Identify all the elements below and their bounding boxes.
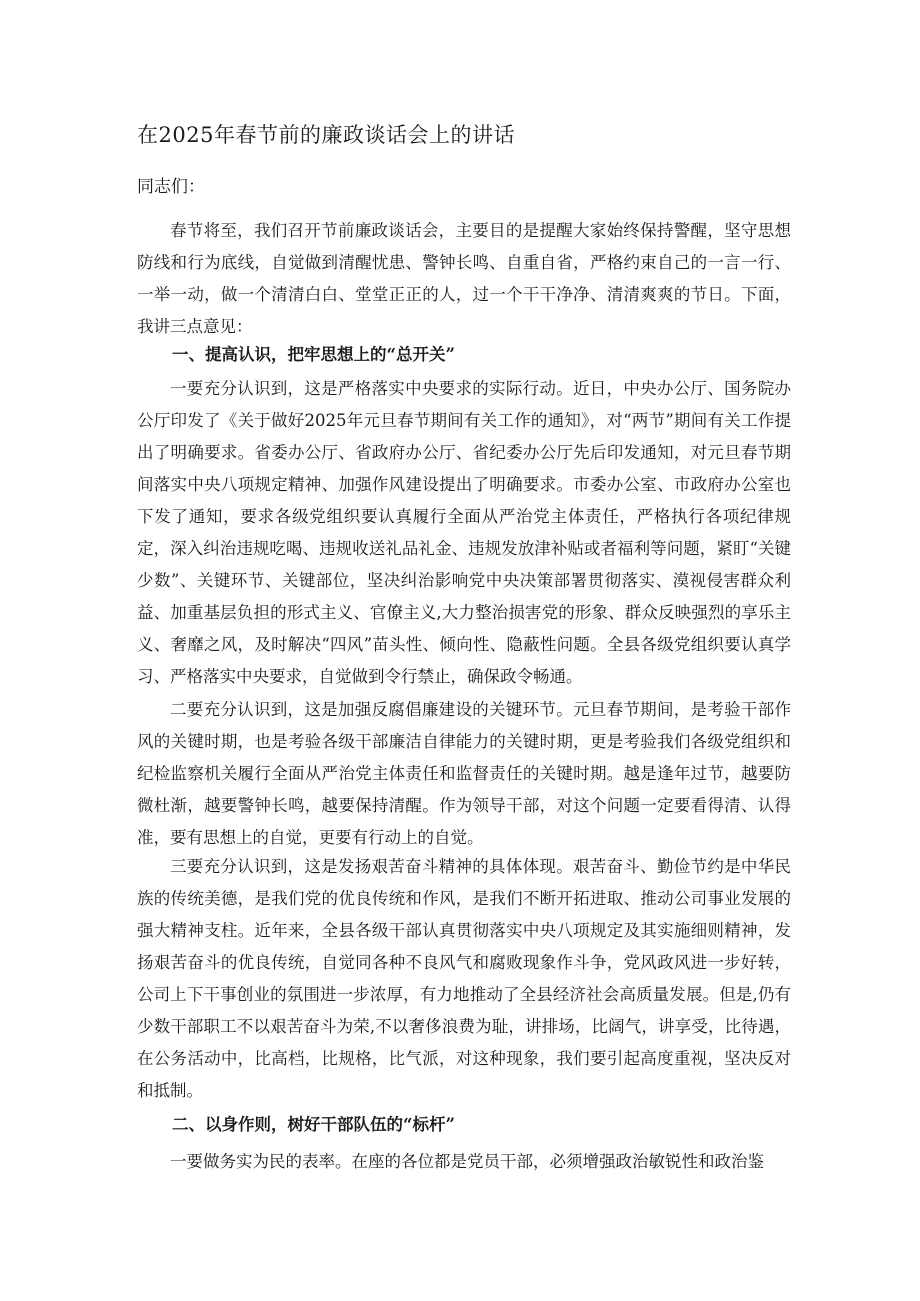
intro-paragraph: 春节将至，我们召开节前廉政谈话会，主要目的是提醒大家始终保持警醒，坚守思想防线和行为底线，自觉做到清醒忧患、警钟长鸣、自重自省，严格约束自己的一言一行、一举一动，做一个清清白白、堂堂正正的人，过一个干干净净、清清爽爽的节日。下面，我讲三点意见： (137, 221, 791, 336)
section-2-heading: 二、以身作则，树好干部队伍的“标杆” (172, 1115, 455, 1134)
section-1-paragraph-1: 一要充分认识到，这是严格落实中央要求的实际行动。近日，中央办公厅、国务院办公厅印发了《关于做好2025年元旦春节期间有关工作的通知》，对“两节”期间有关工作提出了明确要求。省委办公厅、省政府办公厅、省纪委办公厅先后印发通知，对元旦春节期间落实中央八项规定精神、加强作风建设提出了明确要求。市委办公室、市政府办公室也下发了通知，要求各级党组织要认真履行全面从严治党主体责任，严格执行各项纪律规定，深入纠治违规吃喝、违规收送礼品礼金、违规发放津补贴或者福利等问题，紧盯“关键少数”、关键环节、关键部位，坚决纠治影响党中央决策部署贯彻落实、漠视侵害群众利益、加重基层负担的形式主义、官僚主义,大力整治损害党的形象、群众反映强烈的享乐主义、奢靡之风，及时解决“四风”苗头性、倾向性、隐蔽性问题。全县各级党组织要认真学习、严格落实中央要求，自觉做到令行禁止，确保政令畅通。 (137, 379, 791, 686)
section-1-heading: 一、提高认识，把牢思想上的“总开关” (172, 345, 455, 364)
section-1-paragraph-3: 三要充分认识到，这是发扬艰苦奋斗精神的具体体现。艰苦奋斗、勤俭节约是中华民族的传统美德，是我们党的优良传统和作风，是我们不断开拓进取、推动公司事业发展的强大精神支柱。近年来，全县各级干部认真贯彻落实中央八项规定及其实施细则精神，发扬艰苦奋斗的优良传统，自觉同各种不良风气和腐败现象作斗争，党风政风进一步好转，公司上下干事创业的氛围进一步浓厚，有力地推动了全县经济社会高质量发展。但是,仍有少数干部职工不以艰苦奋斗为荣,不以奢侈浪费为耻，讲排场，比阔气，讲享受，比待遇，在公务活动中，比高档，比规格，比气派，对这种现象，我们要引起高度重视，坚决反对和抵制。 (137, 857, 791, 1100)
section-2-paragraph-1: 一要做务实为民的表率。在座的各位都是党员干部，必须增强政治敏锐性和政治鉴 (170, 1152, 764, 1171)
section-1-paragraph-2: 二要充分认识到，这是加强反腐倡廉建设的关键环节。元旦春节期间，是考验干部作风的关键时期，也是考验各级干部廉洁自律能力的关键时期，更是考验我们各级党组织和纪检监察机关履行全面从严治党主体责任和监督责任的关键时期。越是逢年过节，越要防微杜渐，越要警钟长鸣，越要保持清醒。作为领导干部，对这个问题一定要看得清、认得准，要有思想上的自觉，更要有行动上的自觉。 (137, 700, 791, 847)
document-title: 在2025年春节前的廉政谈话会上的讲话 (137, 123, 515, 147)
salutation: 同志们： (137, 177, 205, 197)
